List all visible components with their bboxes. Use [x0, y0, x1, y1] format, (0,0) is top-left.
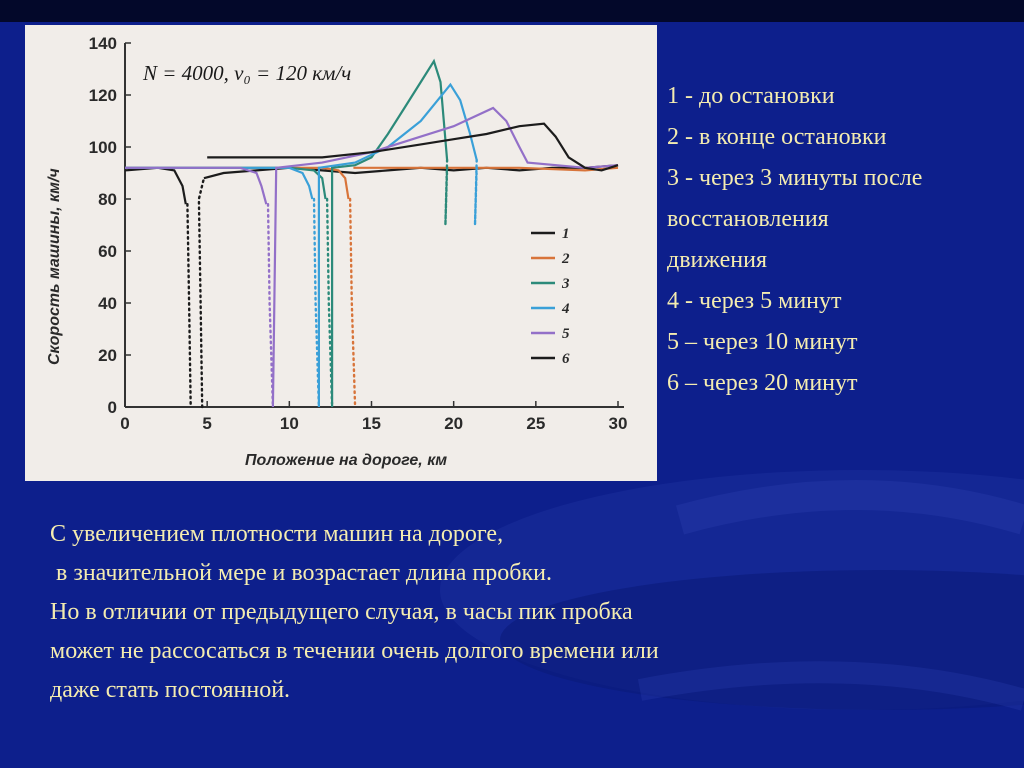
y-tick-label: 60 [98, 242, 117, 261]
x-tick-label: 0 [120, 414, 130, 433]
x-tick-label: 20 [444, 414, 464, 433]
legend-line-3: 3 - через 3 минуты после [667, 165, 923, 191]
series-5-drop [268, 204, 273, 407]
legend-label-4: 4 [562, 301, 570, 317]
chart-legend [531, 226, 570, 367]
legend-label-5: 5 [562, 326, 570, 342]
speed-chart [25, 25, 657, 481]
body-line-5: даже стать постоянной. [50, 677, 291, 703]
y-tick-label: 80 [98, 190, 117, 209]
series-1-group [199, 165, 618, 407]
series-4-group [125, 85, 477, 407]
series-2-drop [350, 199, 355, 407]
legend-line-6: 4 - через 5 минут [667, 288, 842, 314]
y-tick-label: 40 [98, 294, 117, 313]
series-6-line [207, 124, 618, 171]
chart-title: N = 4000, v₀ = 120 км/ч [143, 61, 352, 85]
curve-legend-list [667, 76, 1019, 404]
legend-label-3: 3 [562, 276, 570, 292]
series-1-drop [199, 178, 204, 407]
legend-label-6: 6 [562, 351, 570, 367]
series-3-recovery [332, 61, 447, 407]
series-4-line [125, 168, 312, 199]
body-line-3: Но в отличии от предыдущего случая, в часы пик пробка [50, 599, 633, 625]
legend-line-7: 5 – через 10 минут [667, 329, 858, 355]
x-axis-label: Положение на дороге, км [245, 452, 448, 469]
x-tick-label: 25 [526, 414, 546, 433]
series-1-drop [187, 204, 190, 407]
legend-line-8: 6 – через 20 минут [667, 370, 858, 396]
body-line-2: в значительной мере и возрастает длина пробки. [50, 560, 552, 586]
x-tick-label: 10 [279, 414, 299, 433]
series-3-group [125, 61, 447, 407]
x-tick-label: 15 [362, 414, 381, 433]
legend-line-1: 1 - до остановки [667, 83, 835, 109]
legend-line-2: 2 - в конце остановки [667, 124, 887, 150]
legend-label-2: 2 [562, 251, 570, 267]
series-4-recovery [319, 85, 477, 407]
series-6-group [207, 124, 618, 171]
y-tick-label: 120 [88, 86, 117, 105]
body-line-4: может не рассосаться в течении очень долгого времени или [50, 638, 659, 664]
x-tick-label: 5 [202, 414, 212, 433]
body-line-1: С увеличением плотности машин на дороге, [50, 521, 504, 547]
y-tick-label: 100 [88, 138, 117, 157]
body-paragraph [50, 515, 980, 710]
legend-line-4: восстановления [667, 206, 829, 232]
y-tick-label: 140 [88, 34, 117, 53]
legend-line-5: движения [667, 247, 768, 273]
y-tick-label: 0 [107, 398, 117, 417]
series-1-group [125, 168, 191, 407]
series-5-line [125, 168, 266, 204]
series-1-line [125, 168, 186, 204]
y-tick-label: 20 [98, 346, 117, 365]
x-tick-label: 30 [608, 414, 628, 433]
y-axis-label: Скорость машины, км/ч [46, 168, 63, 365]
legend-label-1: 1 [562, 226, 570, 242]
chart-panel [25, 25, 657, 481]
